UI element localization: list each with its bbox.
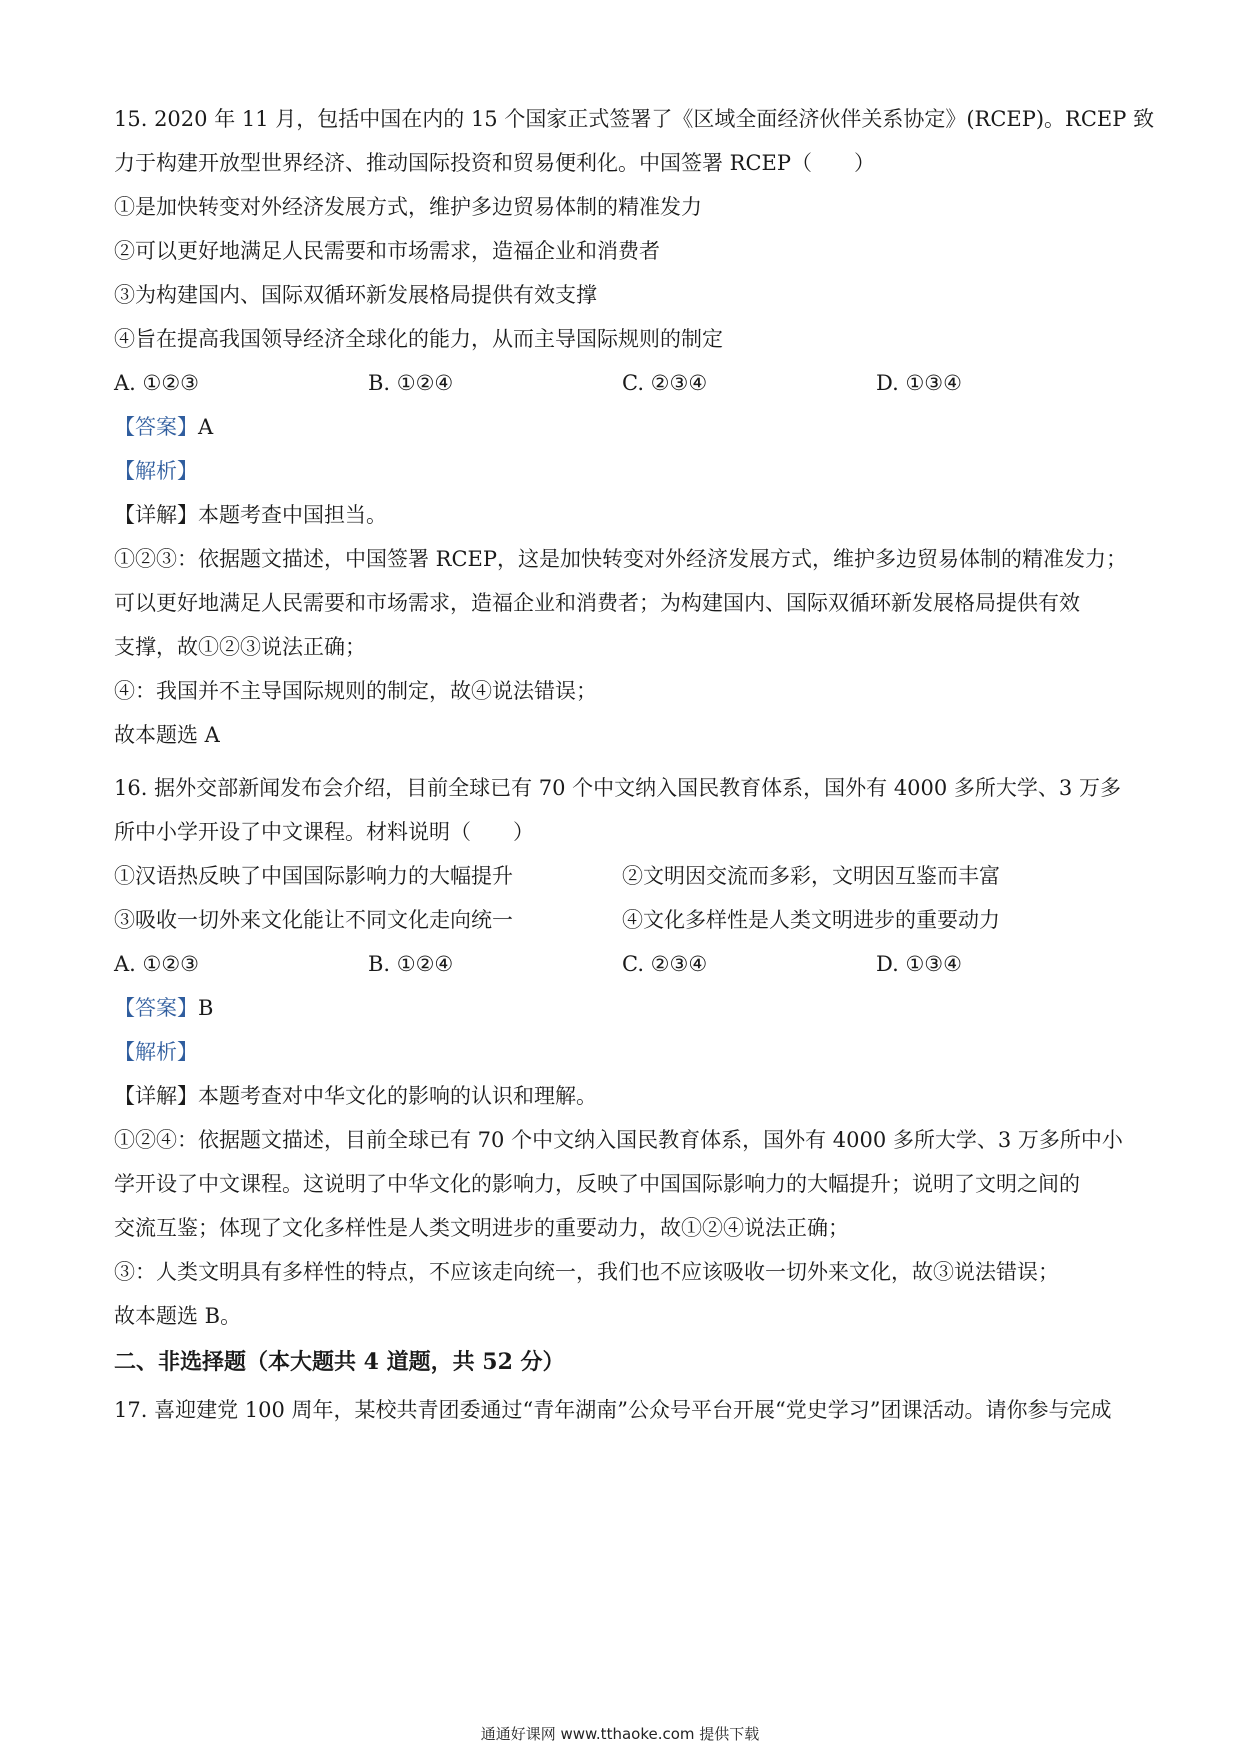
q15-option-b: B. ①②④ bbox=[368, 371, 454, 395]
q16-answer-tag: 【答案】 bbox=[114, 996, 198, 1020]
q15-item-3: ③为构建国内、国际双循环新发展格局提供有效支撑 bbox=[114, 283, 597, 307]
q15-detail-tag: 【详解】 bbox=[114, 503, 198, 527]
q16-conclusion: 故本题选 B。 bbox=[114, 1304, 242, 1328]
q16-item-2: ②文明因交流而多彩，文明因互鉴而丰富 bbox=[622, 864, 1000, 888]
q15-explain-3: 支撑，故①②③说法正确； bbox=[114, 635, 366, 659]
q16-detail-tag: 【详解】 bbox=[114, 1084, 198, 1108]
q15-item-4: ④旨在提高我国领导经济全球化的能力，从而主导国际规则的制定 bbox=[114, 327, 723, 351]
q16-stem-line1: 16. 据外交部新闻发布会介绍，目前全球已有 70 个中文纳入国民教育体系，国外有 4000 多所大学、3 万多 bbox=[114, 776, 1121, 800]
q17-stem-line1: 17. 喜迎建党 100 周年，某校共青团委通过“青年湖南”公众号平台开展“党史学习”团课活动。请你参与完成 bbox=[114, 1398, 1112, 1422]
q15-item-1: ①是加快转变对外经济发展方式，维护多边贸易体制的精准发力 bbox=[114, 195, 702, 219]
q16-explain-1: ①②④：依据题文描述，目前全球已有 70 个中文纳入国民教育体系，国外有 4000 多所大学、3 万多所中小 bbox=[114, 1128, 1123, 1152]
q15-answer-tag: 【答案】 bbox=[114, 415, 198, 439]
q15-answer: A bbox=[198, 415, 214, 439]
q15-item-2: ②可以更好地满足人民需要和市场需求，造福企业和消费者 bbox=[114, 239, 660, 263]
q16-analysis-tag: 【解析】 bbox=[114, 1040, 198, 1064]
q16-option-d: D. ①③④ bbox=[876, 952, 962, 976]
q16-item-4: ④文化多样性是人类文明进步的重要动力 bbox=[622, 908, 1000, 932]
q15-option-d: D. ①③④ bbox=[876, 371, 962, 395]
q16-explain-3: 交流互鉴；体现了文化多样性是人类文明进步的重要动力，故①②④说法正确； bbox=[114, 1216, 849, 1240]
q16-option-c: C. ②③④ bbox=[622, 952, 708, 976]
q16-option-a: A. ①②③ bbox=[114, 952, 199, 976]
q16-stem-line2: 所中小学开设了中文课程。材料说明（ ） bbox=[114, 820, 534, 844]
q16-detail-line bbox=[114, 1082, 1134, 1110]
q16-explain-2: 学开设了中文课程。这说明了中华文化的影响力，反映了中国国际影响力的大幅提升；说明了文明之间的 bbox=[114, 1172, 1080, 1196]
q15-detail-line bbox=[114, 501, 1134, 529]
q15-conclusion: 故本题选 A bbox=[114, 723, 220, 747]
q16-explain-4: ③：人类文明具有多样性的特点，不应该走向统一，我们也不应该吸收一切外来文化，故③说法错误； bbox=[114, 1260, 1059, 1284]
q15-answer-line bbox=[114, 413, 1134, 441]
q15-option-c: C. ②③④ bbox=[622, 371, 708, 395]
q15-stem-line2: 力于构建开放型世界经济、推动国际投资和贸易便利化。中国签署 RCEP（ ） bbox=[114, 151, 876, 175]
q15-detail-intro: 本题考查中国担当。 bbox=[198, 503, 387, 527]
q16-answer: B bbox=[198, 996, 214, 1020]
q16-answer-line bbox=[114, 994, 1134, 1022]
q15-analysis-tag: 【解析】 bbox=[114, 459, 198, 483]
q15-explain-2: 可以更好地满足人民需要和市场需求，造福企业和消费者；为构建国内、国际双循环新发展格局提供有效 bbox=[114, 591, 1080, 615]
q16-option-b: B. ①②④ bbox=[368, 952, 454, 976]
section2-title: 二、非选择题（本大题共 4 道题，共 52 分） bbox=[114, 1349, 565, 1375]
page-footer: 通通好课网 www.tthaoke.com 提供下载 bbox=[480, 1725, 760, 1743]
q15-option-a: A. ①②③ bbox=[114, 371, 199, 395]
q15-stem-line1: 15. 2020 年 11 月，包括中国在内的 15 个国家正式签署了《区域全面经济伙伴关系协定》(RCEP)。RCEP 致 bbox=[114, 107, 1155, 131]
q16-detail-intro: 本题考查对中华文化的影响的认识和理解。 bbox=[198, 1084, 597, 1108]
q15-explain-1: ①②③：依据题文描述，中国签署 RCEP，这是加快转变对外经济发展方式，维护多边贸易体制的精准发力； bbox=[114, 547, 1128, 571]
q16-item-1: ①汉语热反映了中国国际影响力的大幅提升 bbox=[114, 864, 513, 888]
q15-explain-4: ④：我国并不主导国际规则的制定，故④说法错误； bbox=[114, 679, 597, 703]
q16-item-3: ③吸收一切外来文化能让不同文化走向统一 bbox=[114, 908, 513, 932]
